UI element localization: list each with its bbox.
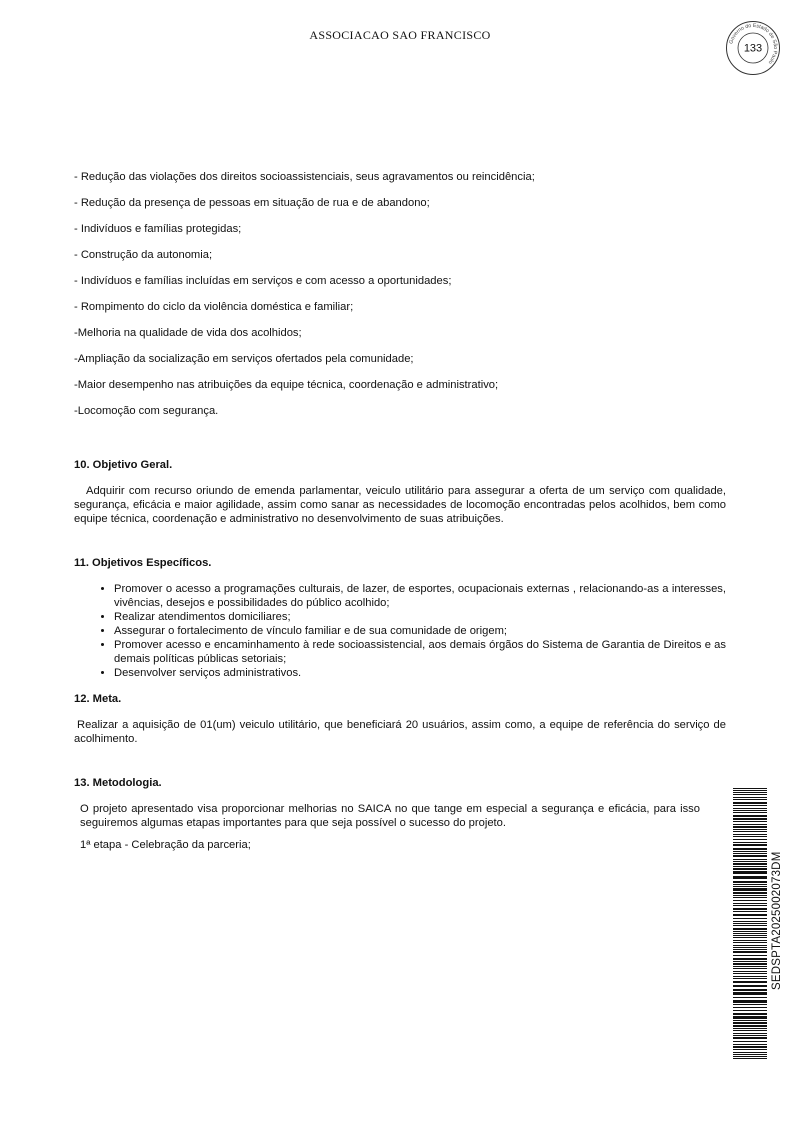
barcode-bar — [733, 1020, 767, 1021]
barcode-bar — [733, 812, 767, 813]
barcode-bar — [733, 884, 767, 885]
objective-item: • Promover o acesso a programações culturais, de lazer, de esportes, ocupacionais externas , relacionando-as a interesses, vivências, desejos e possibilidades do público acolhido; — [114, 582, 726, 610]
barcode-bar — [733, 1052, 767, 1053]
barcode-bar — [733, 1037, 767, 1039]
barcode-bar — [733, 925, 767, 926]
barcode-bar — [733, 821, 767, 822]
barcode-bar — [733, 868, 767, 870]
section-title-objetivos-especificos: 11. Objetivos Específicos. — [74, 557, 212, 569]
barcode-bar — [733, 1016, 767, 1019]
barcode-bar — [733, 940, 767, 941]
metodologia-text: O projeto apresentado visa proporcionar melhorias no SAICA no que tange em especial a segurança e eficácia, para isso seguiremos algumas etapas importantes para que seja possível o sucesso do projeto. — [80, 803, 700, 829]
barcode-bar — [733, 888, 767, 891]
barcode-bar — [733, 966, 767, 967]
barcode-bar — [733, 949, 767, 950]
barcode-bar — [733, 866, 767, 867]
barcode-bar — [733, 942, 767, 943]
barcode-bar — [733, 905, 767, 906]
barcode-bar — [733, 836, 767, 837]
barcode-bar — [733, 805, 767, 806]
barcode-bar — [733, 797, 767, 798]
barcode-bar — [733, 842, 767, 843]
barcode-bar — [733, 971, 767, 972]
barcode-bar — [733, 881, 767, 883]
section-title-metodologia: 13. Metodologia. — [74, 777, 162, 789]
outcome-item: - Redução das violações dos direitos socioassistenciais, seus agravamentos ou reincidência; — [74, 171, 535, 183]
barcode-bar — [733, 863, 767, 865]
barcode-bar — [733, 1041, 767, 1042]
outcome-item: - Redução da presença de pessoas em situação de rua e de abandono; — [74, 197, 430, 209]
barcode-bar — [733, 1044, 767, 1045]
page-number-seal — [725, 20, 781, 76]
document-header: ASSOCIACAO SAO FRANCISCO — [309, 28, 491, 42]
barcode-bar — [733, 792, 767, 793]
barcode-bar — [733, 921, 767, 922]
objective-item: • Desenvolver serviços administrativos. — [114, 666, 726, 680]
barcode-bar — [733, 861, 767, 862]
barcode-bar — [733, 876, 767, 879]
barcode-bar — [733, 928, 767, 930]
barcode-bar — [733, 886, 767, 887]
barcode-bar — [733, 790, 767, 791]
barcode-bar — [733, 937, 767, 938]
barcode-bar — [733, 1035, 767, 1036]
barcode-bar — [733, 844, 767, 846]
barcode-bar — [733, 911, 767, 912]
barcode-bar — [733, 802, 767, 804]
seal-text: Governo do Estado de São Paulo — [728, 22, 779, 66]
document-body — [74, 170, 726, 852]
barcode-bar — [733, 853, 767, 854]
barcode-bar — [733, 1000, 767, 1003]
barcode-bar — [733, 851, 767, 852]
barcode-bar — [733, 808, 767, 809]
section-title-objetivo-geral: 10. Objetivo Geral. — [74, 459, 173, 471]
barcode-bar — [733, 935, 767, 936]
barcode-bar — [733, 933, 767, 934]
barcode-bar — [733, 1025, 767, 1027]
barcode-bar — [733, 908, 767, 910]
barcode-bar — [733, 1054, 767, 1055]
objective-item: • Realizar atendimentos domiciliares; — [114, 610, 726, 624]
barcode-bar — [733, 1010, 767, 1011]
barcode-bar — [733, 997, 767, 998]
barcode-bar — [733, 1007, 767, 1008]
meta-text: Realizar a aquisição de 01(um) veiculo utilitário, que beneficiará 20 usuários, assim como, a equipe de referência do serviço de acolhimento. — [74, 719, 726, 745]
barcode-bar — [733, 818, 767, 820]
barcode-bar — [733, 871, 767, 874]
barcode-bar — [733, 963, 767, 965]
barcode-bar — [733, 981, 767, 983]
outcome-item: -Locomoção com segurança. — [74, 405, 219, 417]
barcode-bar — [733, 1004, 767, 1005]
barcode-bar — [733, 831, 767, 832]
barcode-bar — [733, 961, 767, 962]
barcode-bar — [733, 794, 767, 795]
barcode-bar — [733, 1022, 767, 1024]
barcode-bar — [733, 968, 767, 969]
barcode — [733, 788, 767, 1060]
barcode-bar — [733, 810, 767, 811]
objectives-list — [74, 582, 726, 680]
barcode-bar — [733, 839, 767, 840]
objetivo-geral-text: Adquirir com recurso oriundo de emenda parlamentar, veiculo utilitário para assegurar a oferta de um serviço com qualidade, segurança, eficácia e maior agilidade, assim como sanar as necessidades de locomoção encontradas pelos acolhidos, bem como equipe técnica, coordenação e administrativo no desenvolvimento de suas atribuições. — [74, 485, 726, 525]
barcode-bar — [733, 1058, 767, 1059]
barcode-bar — [733, 826, 767, 828]
outcome-item: -Maior desempenho nas atribuições da equipe técnica, coordenação e administrativo; — [74, 379, 499, 391]
barcode-bar — [733, 978, 767, 979]
barcode-bar — [733, 815, 767, 817]
barcode-bar — [733, 848, 767, 850]
barcode-bar — [733, 900, 767, 901]
barcode-bar — [733, 951, 767, 953]
barcode-bar — [733, 976, 767, 977]
page-number: 133 — [743, 42, 763, 55]
barcode-text: SEDSPTA2025002073DM — [771, 851, 783, 990]
barcode-bar — [733, 958, 767, 960]
barcode-bar — [733, 945, 767, 946]
outcome-item: - Rompimento do ciclo da violência doméstica e familiar; — [74, 301, 354, 313]
outcome-item: -Melhoria na qualidade de vida dos acolhidos; — [74, 327, 302, 339]
barcode-bar — [733, 788, 767, 789]
barcode-bar — [733, 834, 767, 835]
barcode-bar — [733, 931, 767, 932]
barcode-bar — [733, 947, 767, 948]
barcode-bar — [733, 1030, 767, 1031]
section-title-meta: 12. Meta. — [74, 693, 122, 705]
barcode-bar — [733, 955, 767, 956]
outcome-item: - Indivíduos e famílias incluídas em serviços e com acesso a oportunidades; — [74, 275, 452, 287]
barcode-bar — [733, 918, 767, 919]
barcode-bar — [733, 989, 767, 991]
barcode-bar — [733, 829, 767, 830]
barcode-bar — [733, 824, 767, 825]
barcode-bar — [733, 892, 767, 894]
objective-item: • Promover acesso e encaminhamento à rede socioassistencial, aos demais órgãos do Sistema de Garantia de Direitos e as demais políticas públicas setoriais; — [114, 638, 726, 666]
barcode-bar — [733, 1056, 767, 1057]
outcome-item: - Indivíduos e famílias protegidas; — [74, 223, 242, 235]
outcome-item: - Construção da autonomia; — [74, 249, 213, 261]
barcode-bar — [733, 799, 767, 800]
outcome-item: -Ampliação da socialização em serviços ofertados pela comunidade; — [74, 353, 414, 365]
barcode-bar — [733, 914, 767, 916]
barcode-bar — [733, 1049, 767, 1050]
barcode-bar — [733, 1046, 767, 1048]
metodologia-step: 1ª etapa - Celebração da parceria; — [80, 839, 251, 851]
barcode-bar — [733, 1028, 767, 1029]
objective-item: • Assegurar o fortalecimento de vínculo familiar e de sua comunidade de origem; — [114, 624, 726, 638]
barcode-bar — [733, 973, 767, 974]
barcode-bar — [733, 992, 767, 995]
barcode-bar — [733, 859, 767, 860]
barcode-bar — [733, 903, 767, 904]
barcode-bar — [733, 895, 767, 896]
barcode-bar — [733, 897, 767, 898]
barcode-bar — [733, 985, 767, 987]
barcode-bar — [733, 855, 767, 857]
barcode-bar — [733, 1033, 767, 1034]
outcomes-list — [74, 170, 726, 418]
barcode-bar — [733, 1013, 767, 1015]
barcode-bar — [733, 923, 767, 924]
